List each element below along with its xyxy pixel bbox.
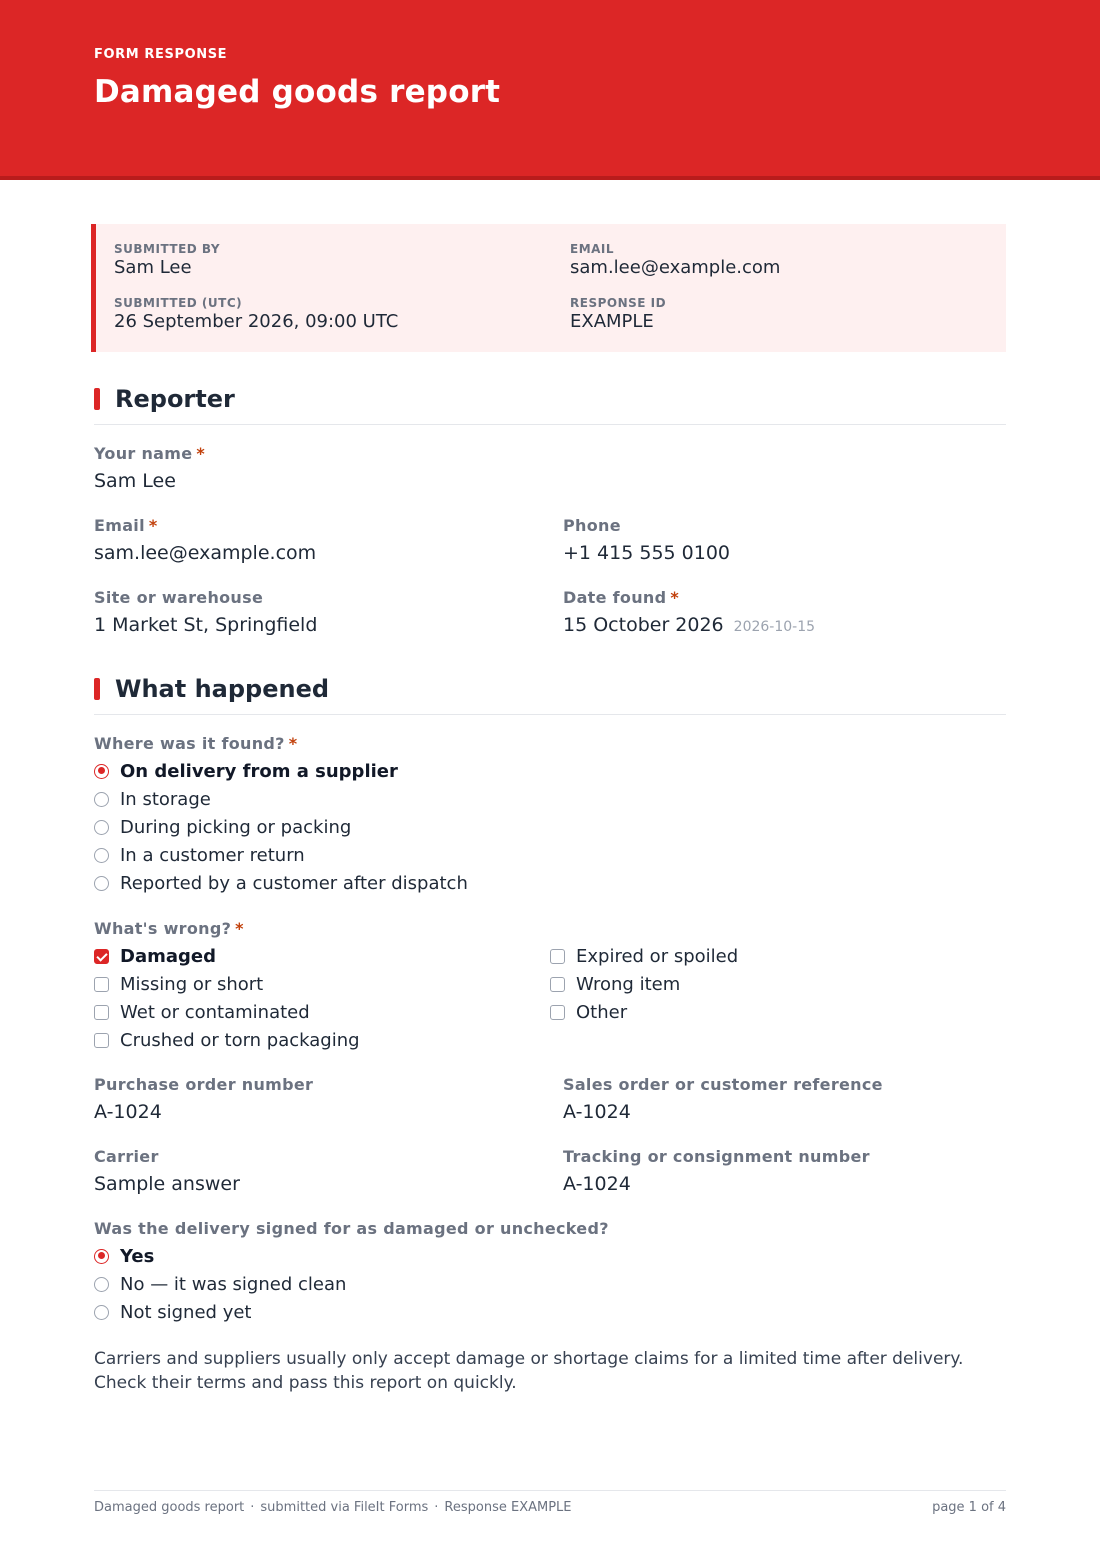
- field-label-text: Where was it found?: [94, 734, 285, 753]
- checkbox-empty-icon: [94, 1033, 109, 1048]
- checkbox-option[interactable]: [550, 942, 738, 970]
- checkbox-option[interactable]: [94, 998, 360, 1026]
- radio-selected-icon: [94, 1249, 109, 1264]
- checkbox-empty-icon: [94, 977, 109, 992]
- meta-value: 26 September 2026, 09:00 UTC: [114, 311, 399, 332]
- form-header: [0, 0, 1100, 180]
- whats-wrong-options-right: [550, 942, 738, 1026]
- checkbox-option[interactable]: [94, 970, 360, 998]
- field-phone: [563, 516, 730, 564]
- option-label: Not signed yet: [120, 1301, 252, 1323]
- checkbox-option[interactable]: [94, 942, 360, 970]
- radio-empty-icon: [94, 792, 109, 807]
- field-label: Carrier: [94, 1147, 159, 1166]
- section-accent-bar: [94, 388, 100, 410]
- field-email: [94, 516, 316, 564]
- radio-option[interactable]: [94, 841, 468, 869]
- radio-option[interactable]: [94, 757, 468, 785]
- radio-selected-icon: [94, 764, 109, 779]
- section-title: Reporter: [115, 385, 235, 413]
- option-label: Crushed or torn packaging: [120, 1029, 360, 1051]
- checkbox-empty-icon: [94, 1005, 109, 1020]
- radio-option[interactable]: [94, 1270, 346, 1298]
- required-marker: *: [148, 516, 158, 535]
- option-label: During picking or packing: [120, 816, 352, 838]
- meta-email: [570, 242, 780, 278]
- field-label: [94, 444, 205, 463]
- field-label-text: Your name: [94, 444, 193, 463]
- option-label: Wrong item: [576, 973, 681, 995]
- option-label: Missing or short: [120, 973, 264, 995]
- radio-option[interactable]: [94, 1242, 346, 1270]
- field-value: +1 415 555 0100: [563, 542, 731, 564]
- footer-response: Response EXAMPLE: [444, 1500, 572, 1515]
- header-kicker: FORM RESPONSE: [94, 47, 228, 62]
- checkbox-empty-icon: [550, 949, 565, 964]
- radio-empty-icon: [94, 1277, 109, 1292]
- field-value: sam.lee@example.com: [94, 542, 317, 564]
- option-label: Other: [576, 1001, 628, 1023]
- field-site: [94, 588, 317, 636]
- field-where-found: [94, 734, 297, 753]
- field-label: [94, 919, 244, 938]
- footer-separator: ·: [250, 1500, 255, 1515]
- date-value: 15 October 2026: [563, 614, 724, 636]
- option-label: Reported by a customer after dispatch: [120, 872, 468, 894]
- field-value: Sam Lee: [94, 470, 176, 492]
- option-label: Wet or contaminated: [120, 1001, 310, 1023]
- option-label: Yes: [120, 1245, 155, 1267]
- field-label: Site or warehouse: [94, 588, 264, 607]
- field-tracking: [563, 1147, 870, 1195]
- meta-response-id: [570, 296, 666, 332]
- claims-note: Carriers and suppliers usually only accept damage or shortage claims for a limited time after delivery. Check their terms and pass this report on quickly.: [94, 1349, 964, 1393]
- field-label: [94, 734, 297, 753]
- meta-submitted-by: [114, 242, 220, 278]
- field-label: [563, 588, 815, 607]
- option-label: No — it was signed clean: [120, 1273, 347, 1295]
- field-label-text: Email: [94, 516, 145, 535]
- meta-label: EMAIL: [570, 242, 615, 256]
- checkbox-checked-icon: [94, 949, 109, 964]
- field-label: Was the delivery signed for as damaged or unchecked?: [94, 1219, 609, 1238]
- meta-submitted: [114, 296, 398, 332]
- checkbox-option[interactable]: [550, 970, 738, 998]
- radio-empty-icon: [94, 848, 109, 863]
- page-title: Damaged goods report: [94, 74, 501, 110]
- field-label: Sales order or customer reference: [563, 1075, 883, 1094]
- required-marker: *: [670, 588, 680, 607]
- where-found-options: [94, 757, 468, 897]
- whats-wrong-options-left: [94, 942, 360, 1054]
- field-label: Purchase order number: [94, 1075, 314, 1094]
- footer-left: [94, 1500, 572, 1515]
- field-label-text: What's wrong?: [94, 919, 232, 938]
- radio-option[interactable]: [94, 813, 468, 841]
- meta-label: RESPONSE ID: [570, 296, 667, 310]
- footer-form-name: Damaged goods report: [94, 1500, 245, 1515]
- checkbox-option[interactable]: [94, 1026, 360, 1054]
- meta-value: EXAMPLE: [570, 311, 654, 332]
- field-date-found: [563, 588, 815, 636]
- signed-for-options: [94, 1242, 346, 1326]
- page-footer: [94, 1490, 1006, 1520]
- field-whats-wrong: [94, 919, 244, 938]
- checkbox-empty-icon: [550, 1005, 565, 1020]
- field-signed-for: [94, 1219, 609, 1238]
- field-value: A-1024: [563, 1173, 631, 1195]
- field-label: [94, 516, 316, 535]
- field-label: Phone: [563, 516, 621, 535]
- radio-empty-icon: [94, 820, 109, 835]
- field-value: [563, 614, 815, 636]
- radio-option[interactable]: [94, 869, 468, 897]
- radio-option[interactable]: [94, 785, 468, 813]
- option-label: Expired or spoiled: [576, 945, 739, 967]
- section-what-happened: [94, 675, 1006, 715]
- required-marker: *: [235, 919, 244, 938]
- meta-value: Sam Lee: [114, 257, 192, 278]
- option-label: In storage: [120, 788, 211, 810]
- field-your-name: [94, 444, 205, 492]
- required-marker: *: [196, 444, 206, 463]
- footer-via: submitted via FileIt Forms: [260, 1500, 429, 1515]
- field-carrier: [94, 1147, 240, 1195]
- page-number: page 1 of 4: [932, 1500, 1006, 1515]
- meta-label: SUBMITTED (UTC): [114, 296, 243, 310]
- field-value: Sample answer: [94, 1173, 240, 1195]
- field-value: A-1024: [94, 1101, 162, 1123]
- submission-meta: [91, 224, 1006, 352]
- checkbox-option[interactable]: [550, 998, 738, 1026]
- option-label: Damaged: [120, 945, 216, 967]
- radio-option[interactable]: [94, 1298, 346, 1326]
- required-marker: *: [288, 734, 298, 753]
- field-label: Tracking or consignment number: [563, 1147, 870, 1166]
- radio-empty-icon: [94, 876, 109, 891]
- section-title: What happened: [115, 675, 330, 703]
- option-label: In a customer return: [120, 844, 305, 866]
- checkbox-empty-icon: [550, 977, 565, 992]
- section-reporter: [94, 385, 1006, 425]
- meta-value: sam.lee@example.com: [570, 257, 781, 278]
- radio-empty-icon: [94, 1305, 109, 1320]
- option-label: On delivery from a supplier: [120, 760, 398, 782]
- date-iso: 2026-10-15: [733, 619, 816, 635]
- field-po-number: [94, 1075, 313, 1123]
- meta-label: SUBMITTED BY: [114, 242, 221, 256]
- field-value: A-1024: [563, 1101, 631, 1123]
- footer-separator: ·: [434, 1500, 439, 1515]
- field-sales-reference: [563, 1075, 883, 1123]
- field-label-text: Date found: [563, 588, 667, 607]
- field-value: 1 Market St, Springfield: [94, 614, 318, 636]
- section-accent-bar: [94, 678, 100, 700]
